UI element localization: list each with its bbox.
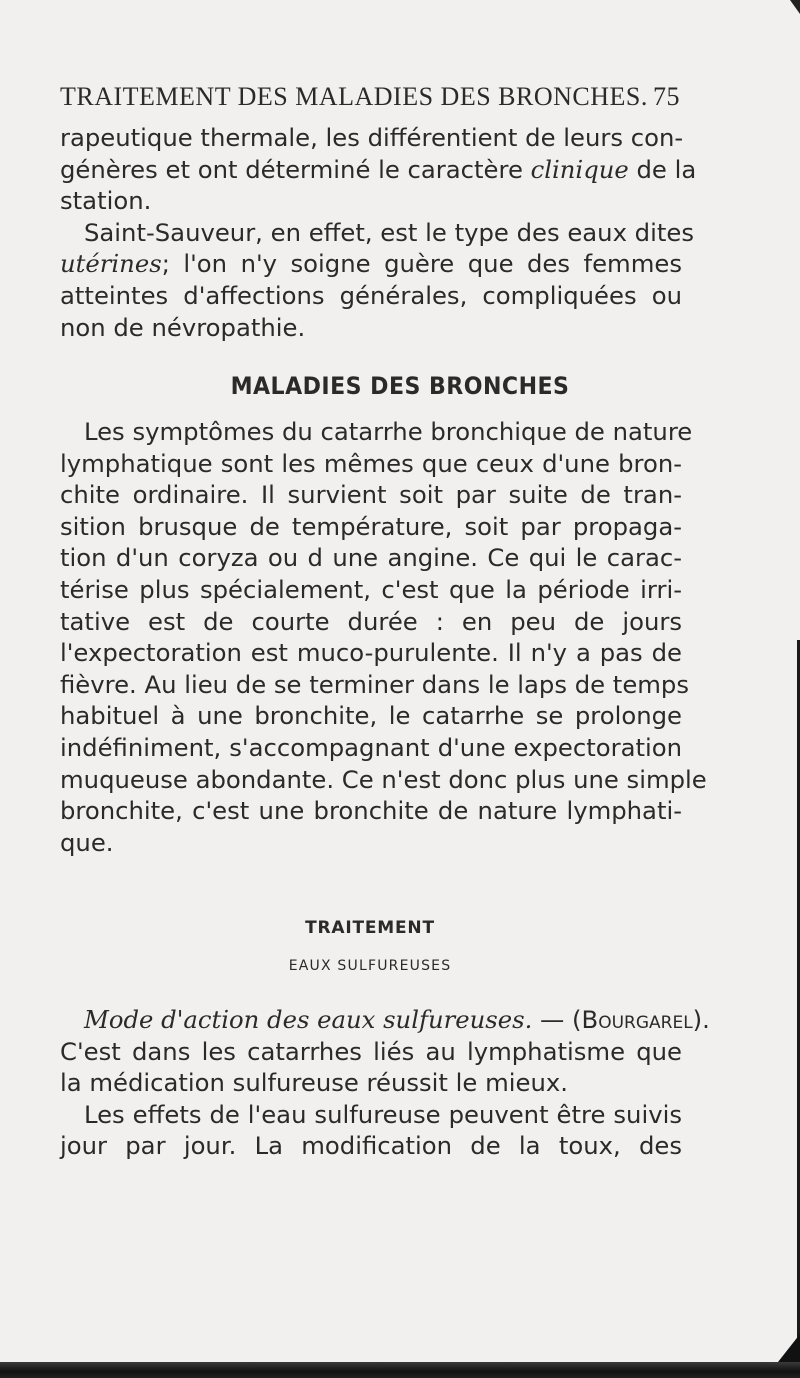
scan-edge-corner <box>778 1334 800 1362</box>
text-line: sition brusque de température, soit par propaga- <box>60 511 682 541</box>
scan-edge-mark <box>790 0 800 14</box>
subheading-eaux-sulfureuses: EAUX SULFUREUSES <box>288 958 452 974</box>
text-line: tative est de courte durée : en peu de jours <box>60 606 682 636</box>
text-line <box>60 154 697 186</box>
italic-heading: Mode d'action des eaux sulfureuses. <box>84 1005 533 1034</box>
text-line: Les effets de l'eau sulfureuse peuvent être suivis <box>84 1099 682 1129</box>
text-line: C'est dans les catarrhes liés au lymphatisme que <box>60 1036 682 1066</box>
text-line: la médication sulfureuse réussit le mieux. <box>60 1068 568 1098</box>
text-span: de la <box>628 154 697 184</box>
text-line: Saint-Sauveur, en effet, est le type des eaux dites <box>84 217 694 247</box>
text-line: habituel à une bronchite, le catarrhe se prolonge <box>60 701 682 731</box>
text-line: indéfiniment, s'accompagnant d'une expectoration <box>60 732 682 762</box>
text-span: génères et ont déterminé le caractère <box>60 154 531 184</box>
symptoms-paragraph <box>60 416 707 858</box>
text-span: — ( <box>532 1005 582 1034</box>
text-line: l'expectoration est muco-purulente. Il n'y a pas de <box>60 638 682 668</box>
text-line: atteintes d'affections générales, compliquées ou <box>60 280 682 310</box>
text-span: ; l'on n'y soigne guère que des femmes <box>161 249 682 279</box>
mode-action-paragraph <box>60 1004 710 1162</box>
text-line: non de névropathie. <box>60 312 306 342</box>
text-line: bronchite, c'est une bronchite de nature lymphati- <box>60 796 682 826</box>
text-line <box>60 248 682 280</box>
text-line: station. <box>60 186 152 216</box>
text-line: lymphatique sont les mêmes que ceux d'une bron- <box>60 448 682 478</box>
scan-edge-bottom <box>0 1362 800 1378</box>
text-line: fièvre. Au lieu de se terminer dans le laps de temps <box>60 669 690 699</box>
text-line: jour par jour. La modification de la toux, des <box>60 1131 682 1161</box>
text-line: térise plus spécialement, c'est que la période irri- <box>60 574 682 604</box>
text-line: rapeutique thermale, les différentient de leurs con- <box>60 123 684 152</box>
text-line: Les symptômes du catarrhe bronchique de nature <box>84 417 693 446</box>
section-title: MALADIES DES BRONCHES <box>230 372 570 400</box>
subheading-traitement: TRAITEMENT <box>305 918 435 938</box>
italic-word: utérines <box>60 249 162 279</box>
text-line: chite ordinaire. Il survient soit par suite de tran- <box>60 480 682 510</box>
italic-word: clinique <box>530 154 629 184</box>
running-head <box>60 82 680 112</box>
running-head-title: TRAITEMENT DES MALADIES DES BRONCHES. <box>60 82 648 111</box>
text-line: muqueuse abondante. Ce n'est donc plus une simple <box>60 764 707 794</box>
author-name: Bourgarel <box>581 1005 693 1034</box>
page-number: 75 <box>653 82 680 111</box>
intro-text <box>60 122 697 343</box>
text-line: tion d'un coryza ou d une angine. Ce qui le carac- <box>60 543 682 573</box>
text-line: que. <box>60 827 114 857</box>
text-span: ). <box>692 1005 710 1034</box>
text-line <box>60 1004 710 1036</box>
